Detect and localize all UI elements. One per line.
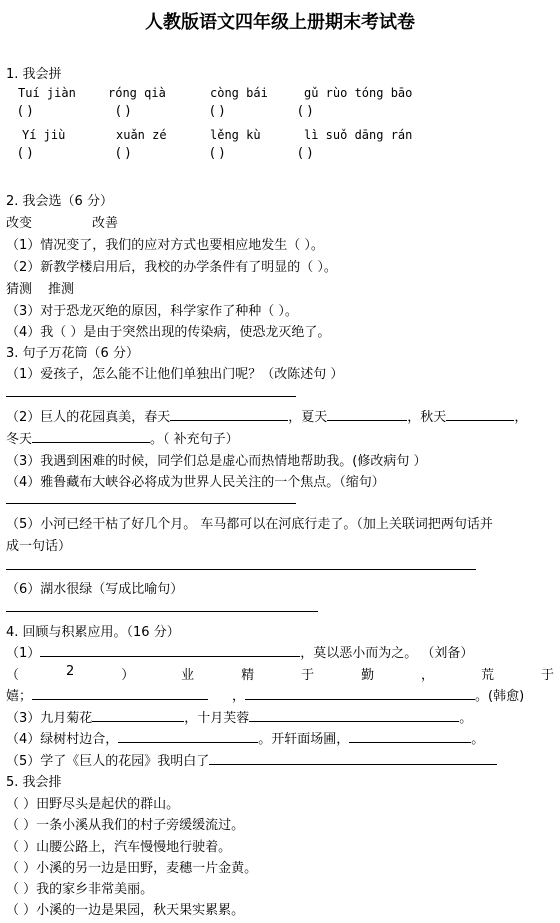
q3-sentence-5-cont: 成一句话）	[6, 539, 72, 554]
page-title: 人教版语文四年级上册期末考试卷	[145, 12, 415, 33]
blank[interactable]	[32, 687, 208, 700]
q4-text: （1）	[6, 646, 41, 661]
q2-heading: 2. 我会选（6 分）	[6, 194, 113, 209]
q3-sentence-1: （1）爱孩子，怎么能不让他们单独出门呢？（改陈述句 ）	[6, 367, 344, 382]
q4-item-2-cont	[6, 685, 524, 704]
q3-heading: 3. 句子万花筒（6 分）	[6, 346, 139, 361]
blank[interactable]	[32, 430, 150, 443]
q4-item-4	[6, 728, 484, 747]
blank[interactable]	[446, 408, 514, 421]
q4-token: 2	[65, 664, 75, 679]
pinyin-1: Tuí jiàn	[18, 86, 76, 100]
answer-paren[interactable]: ( )	[18, 104, 33, 119]
q4-text: ，	[232, 689, 246, 704]
q3-sentence-4: （4）雅鲁藏布大峡谷必将成为世界人民关注的一个焦点。（缩句）	[6, 475, 385, 490]
answer-line[interactable]	[6, 569, 476, 570]
q4-token: ）	[121, 668, 135, 683]
q3-sentence-5: （5）小河已经干枯了好几个月。 车马都可以在河底行走了。（加上关联词把两句话并	[6, 517, 493, 532]
q3-s2-text: ，	[514, 410, 528, 425]
q4-heading: 4. 回顾与积累应用。（16 分）	[6, 625, 180, 640]
answer-paren[interactable]: ( )	[18, 146, 33, 161]
blank[interactable]	[245, 687, 475, 700]
q4-item-2	[6, 664, 554, 683]
q4-text: 嬉；	[6, 689, 33, 704]
word-choice: 推测	[48, 282, 75, 297]
q2-sentence-1: （1）情况变了，我们的应对方式也要相应地发生（ ）。	[6, 238, 324, 253]
word-choice: 改变	[6, 216, 33, 231]
q3-sentence-3: （3）我遇到困难的时候，同学们总是虚心而热情地帮助我。(修改病句 ）	[6, 454, 427, 469]
blank[interactable]	[209, 752, 497, 765]
q3-sentence-2-cont	[6, 428, 239, 447]
answer-line[interactable]	[6, 396, 296, 397]
q3-s2-text: ，夏天	[288, 410, 328, 425]
q4-token: 于	[540, 668, 554, 683]
q4-text: ，十月芙蓉	[184, 711, 250, 726]
word-choice: 改善	[92, 216, 119, 231]
pinyin-4: gǔ rùo tóng bāo	[304, 86, 413, 100]
answer-paren-long[interactable]: ( )	[298, 146, 313, 161]
q4-item-3	[6, 707, 472, 726]
q4-text: ，莫以恶小而为之。 （刘备）	[300, 646, 474, 661]
q4-text: （3）九月菊花	[6, 711, 93, 726]
blank[interactable]	[327, 408, 407, 421]
blank[interactable]	[170, 408, 288, 421]
q2-sentence-2: （2）新教学楼启用后，我校的办学条件有了明显的（ ）。	[6, 260, 337, 275]
q4-token: 荒	[481, 668, 495, 683]
answer-line[interactable]	[6, 503, 296, 504]
list-item[interactable]: （ ）田野尽头是起伏的群山。	[6, 797, 180, 812]
q4-item-5	[6, 750, 497, 769]
answer-paren-long[interactable]: ( )	[298, 104, 313, 119]
list-item[interactable]: （ ）山腰公路上，汽车慢慢地行驶着。	[6, 840, 232, 855]
pinyin-3: còng bái	[210, 86, 268, 100]
q3-sentence-6: （6）湖水很绿（写成比喻句）	[6, 582, 184, 597]
blank[interactable]	[118, 730, 258, 743]
q3-sentence-2	[6, 406, 527, 425]
list-item[interactable]: （ ）一条小溪从我们的村子旁缓缓流过。	[6, 818, 245, 833]
q4-token: 精	[241, 668, 255, 683]
q4-text: 。	[459, 711, 473, 726]
q2-sentence-3: （3）对于恐龙灭绝的原因，科学家作了种种（ ）。	[6, 304, 298, 319]
answer-paren[interactable]: ( )	[210, 104, 225, 119]
pinyin-8: lì suǒ dāng rán	[304, 128, 413, 142]
q4-token: ，	[421, 668, 435, 683]
q4-token: 勤	[361, 668, 375, 683]
pinyin-2: róng qià	[108, 86, 166, 100]
answer-paren[interactable]: ( )	[116, 146, 131, 161]
answer-paren[interactable]: ( )	[210, 146, 225, 161]
answer-line[interactable]	[6, 611, 318, 612]
q4-text: （4）绿树村边合，	[6, 732, 119, 747]
q5-heading: 5. 我会排	[6, 775, 62, 790]
q2-sentence-4: （4）我（ ）是由于突然出现的传染病，使恐龙灭绝了。	[6, 325, 331, 340]
q3-s2-text: 。（ 补充句子）	[150, 432, 239, 447]
list-item[interactable]: （ ）我的家乡非常美丽。	[6, 882, 154, 897]
blank[interactable]	[40, 644, 300, 657]
blank[interactable]	[249, 709, 459, 722]
word-choice: 猜测	[6, 282, 33, 297]
q3-s2-text: ，秋天	[407, 410, 447, 425]
blank[interactable]	[92, 709, 184, 722]
pinyin-5: Yí jiù	[22, 128, 66, 142]
blank[interactable]	[349, 730, 471, 743]
answer-paren[interactable]: ( )	[116, 104, 131, 119]
list-item[interactable]: （ ）小溪的另一边是田野，麦穗一片金黄。	[6, 861, 258, 876]
q4-token: 业	[181, 668, 195, 683]
q4-token: 于	[301, 668, 315, 683]
q4-text: 。(韩愈)	[475, 689, 525, 704]
q4-text: 。	[471, 732, 485, 747]
q4-text: （5）学了《巨人的花园》我明白了	[6, 754, 210, 769]
q4-token: （	[6, 668, 20, 683]
q4-item-1	[6, 642, 473, 661]
q1-heading: 1. 我会拼	[6, 67, 62, 82]
q3-s2-text: 冬天	[6, 432, 33, 447]
pinyin-6: xuǎn zé	[116, 128, 167, 142]
pinyin-7: lěng kù	[210, 128, 261, 142]
q3-s2-text: （2）巨人的花园真美，春天	[6, 410, 171, 425]
list-item[interactable]: （ ）小溪的一边是果园，秋天果实累累。	[6, 903, 245, 918]
q4-text: 。开轩面场圃，	[258, 732, 350, 747]
